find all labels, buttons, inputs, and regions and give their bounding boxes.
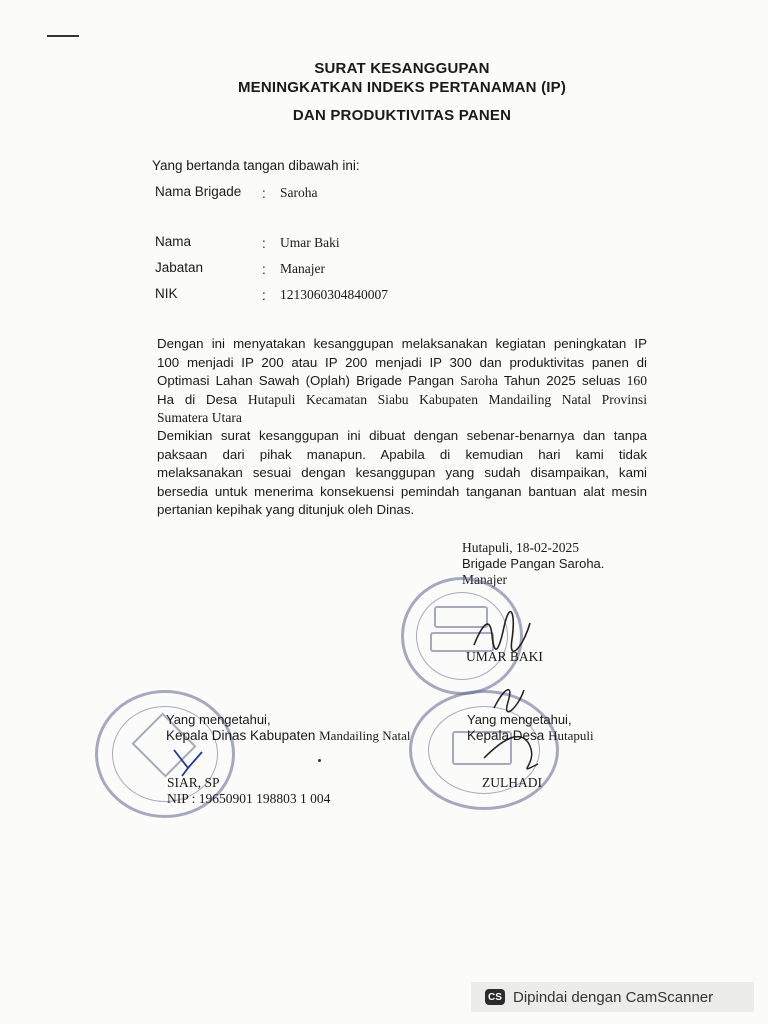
paragraph-2 [157,427,647,520]
dinas-knowing: Yang mengetahui, [166,712,271,727]
brigade-value: Saroha [280,185,318,200]
p1-line-3d: 160 [626,373,647,388]
corner-mark [47,35,79,37]
village-head-name: ZULHADI [482,775,542,790]
nama-label: Nama [155,234,192,249]
p1-line-3c: Tahun 2025 seluas [497,373,627,388]
dinas-role [166,728,410,744]
brigade-name: Brigade Pangan Saroha. [462,556,605,571]
nik-label: NIK [155,286,178,301]
camscanner-badge [471,982,754,1012]
village-role-a: Kepala Desa [467,728,549,743]
p2-line-1: Demikian surat kesanggupan ini dibuat dengan sebenar-benarnya dan tanpa [157,428,647,443]
jabatan-value: Manajer [280,261,325,276]
title-line-3: DAN PRODUKTIVITAS PANEN [292,107,512,124]
village-role [467,728,594,744]
intro-text: Yang bertanda tangan dibawah ini: [152,158,360,173]
p1-line-4a: Ha di Desa [157,391,248,407]
dinas-head-nip: NIP : 19650901 198803 1 004 [167,791,331,806]
p2-line-5: pertanian kepihak yang ditunjuk oleh Dinas. [157,502,415,517]
place-date: Hutapuli, 18-02-2025 [462,540,579,555]
village-role-b: Hutapuli [548,728,594,743]
p1-line-5: Sumatera Utara [157,410,242,425]
p1-line-3 [157,372,647,391]
p2-line-3: melaksanakan sesuai dengan kesanggupan yang sudah disampaikan, kami [157,465,647,480]
p1-line-3b: Saroha [460,373,498,388]
title-line-1: SURAT KESANGGUPAN [314,60,490,77]
p2-line-2: paksaan dari pihak manapun. Apabila di kemudian hari kami tidak [157,446,647,462]
paragraph-1 [157,335,647,428]
dinas-role-a: Kepala Dinas Kabupaten [166,728,320,743]
nik-value: 1213060304840007 [280,287,388,302]
p1-line-4b: Hutapuli Kecamatan Siabu Kabupaten Mandailing Natal Provinsi [247,391,647,407]
p1-line-2: 100 menjadi IP 200 atau IP 200 menjadi IP 300 dan produktivitas panen di [157,354,647,370]
camscanner-logo-icon: CS [485,989,505,1005]
nama-colon: : [262,236,266,251]
p2-line-4: bersedia untuk menerima konsekuensi pemindah tanganan bantuan alat mesin [157,483,647,499]
p1-line-1: Dengan ini menyatakan kesanggupan melaksanakan kegiatan peningkatan IP [157,336,647,351]
nik-colon: : [262,288,266,303]
brigade-colon: : [262,186,266,201]
brigade-manager-name: UMAR BAKI [466,649,543,664]
p1-line-3a: Optimasi Lahan Sawah (Oplah) Brigade Pangan [157,373,461,388]
title-line-2: MENINGKATKAN INDEKS PERTANAMAN (IP) [237,79,567,96]
village-knowing: Yang mengetahui, [467,712,572,727]
nama-value: Umar Baki [280,235,340,250]
brigade-role: Manajer [462,572,507,587]
jabatan-colon: : [262,262,266,277]
dot-mark [318,759,321,762]
dinas-head-name: SIAR, SP [167,775,220,790]
jabatan-label: Jabatan [155,260,204,275]
brigade-label: Nama Brigade [155,184,242,199]
dinas-role-b: Mandailing Natal [319,728,411,743]
p1-line-4 [157,391,647,410]
camscanner-text: Dipindai dengan CamScanner [513,988,714,1006]
